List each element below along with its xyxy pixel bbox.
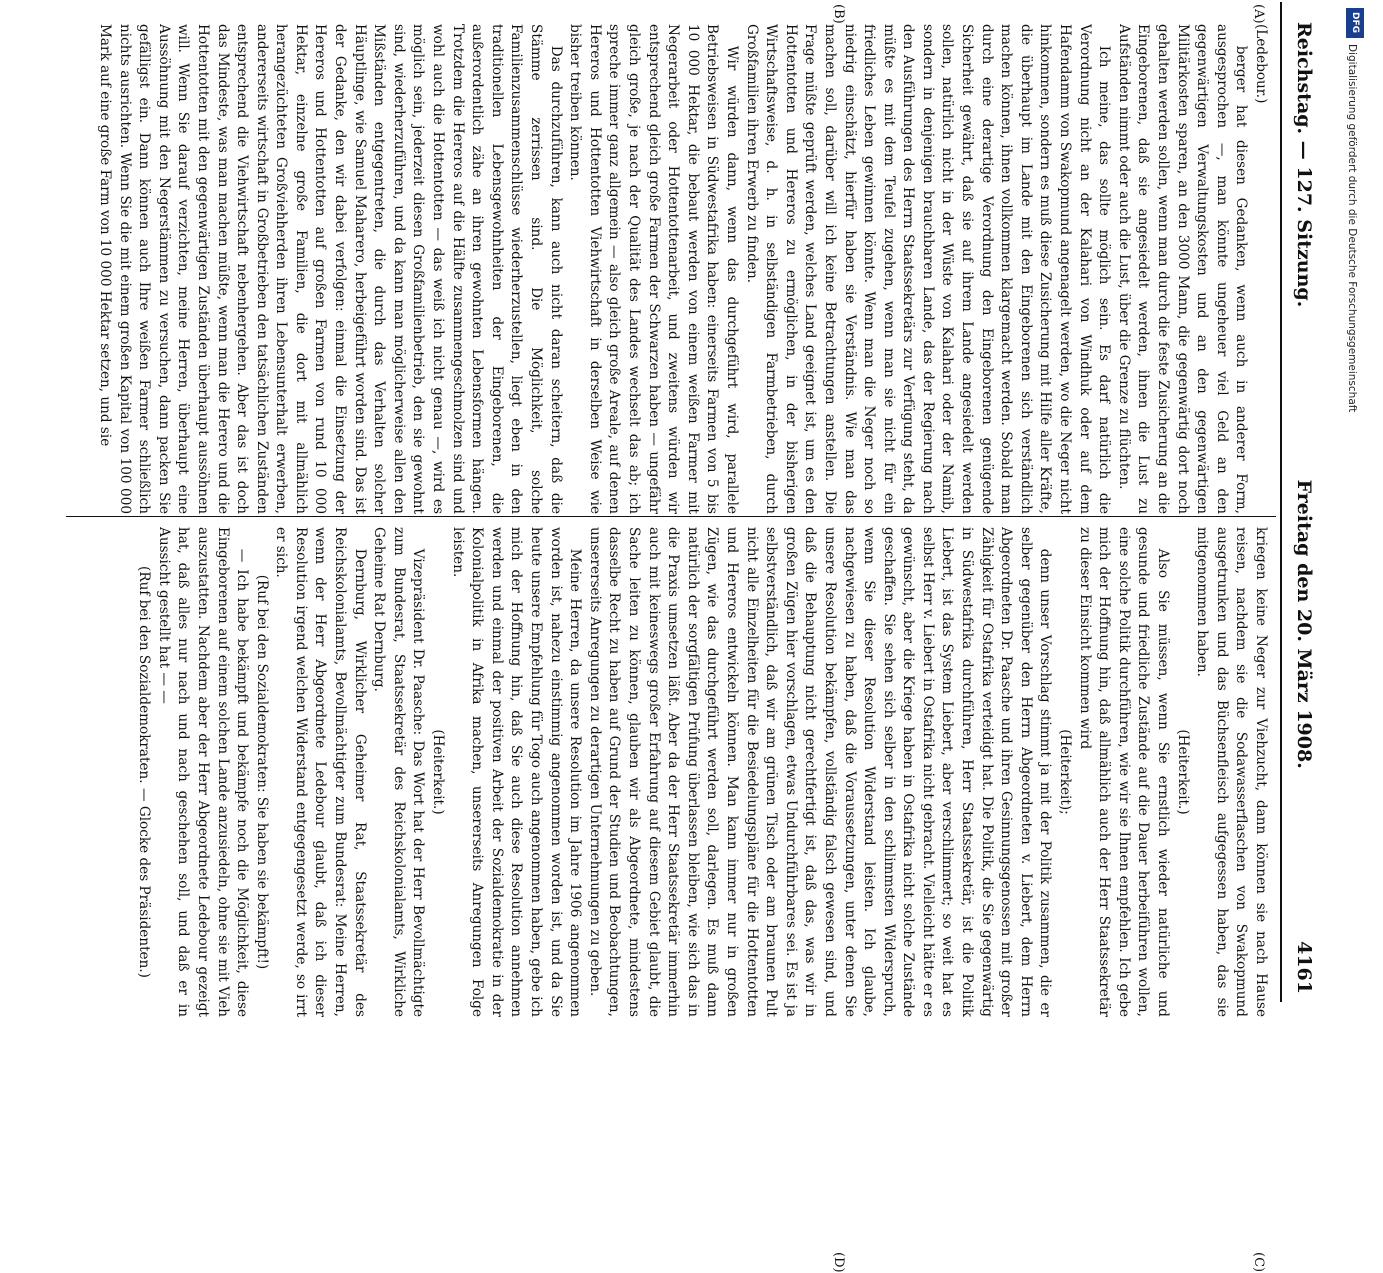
right-paragraph: (Ruf bei den Sozialdemokraten. — Glocke des Präsidenten.) [136, 566, 153, 978]
right-paragraph: (Ruf bei den Sozialdemokraten: Sie haben sie bekämpft!) [253, 574, 270, 970]
header-left: Reichstag. — 127. Sitzung. [1293, 22, 1315, 308]
left-column [70, 24, 1270, 514]
header-date: Freitag den 20. März 1908. [1293, 479, 1315, 769]
right-column [70, 527, 1270, 1017]
right-paragraph: (Heiterkeit.) [1174, 729, 1191, 815]
left-paragraph: Ich meine, das sollte möglich sein. Es darf natürlich die Verordnung nicht an der Kalahari von Windhuk oder auf dem Hafendamm von Swakopmund angenagelt werden, wo die Neger nicht hinkommen, sondern es muß diese Zusicherung mit Hilfe aller Kräfte, die überhaupt im Lande mit den Eingeborenen sich verständlich machen können, ihnen vollkommen klargemacht werden. Sobald man durch eine derartige Verordnung den Eingeborenen genügende Sicherheit gewährt, daß sie auf ihrem Lande angesiedelt werden sollen, natürlich nicht in der Wüste von Kalahari oder der Namib, sondern in denjenigen brauchbaren Lande, das der Regierung nach den Ausführungen des Herrn Staatssekretärs zur Verfügung steht, da müßte es mit dem Teufel zugehen, wenn man sie nicht für ein friedliches Leben gewinnen könnte. Wenn man die Neger noch so niedrig einschätzt, hierfür haben sie Verständnis. Wie man das machen soll, darüber will ich keine Betrachtungen anstellen. Die Frage müßte geprüft werden, welches Land geeignet ist, um es den Hottentotten und Hereros zu ermöglichen, in der bisherigen Wirtschaftsweise, d. h. in selbständigen Farmbetrieben, durch Großfamilien ihren Erwerb zu finden. [743, 24, 1113, 514]
left-paragraph: Das durchzuführen, kann auch nicht daran scheitern, daß die Stämme zerrissen sind. Die Möglichkeit, solche Familienzusammenschlüsse wiederherzustellen, liegt eben in den traditionellen Lebensgewohnheiten der Eingeborenen, die außerordentlich zähe an ihren gewohnten Lebensformen hängen. Trotzdem die Hereros auf die Hälfte zusammengeschmolzen sind und wohl auch die Hottentotten — das weiß ich nicht genau —, wird es möglich sein, jederzeit diesen Großfamilienbetrieb, den sie gewohnt sind, wiederherzuführen, und da kann man möglicherweise allen den Mißständen entgegentreten, die durch das Verhalten solcher Häuptlinge, wie Samuel Maharero, herbeigeführt worden sind. Das ist der Gedanke, den wir dabei verfolgen: einmal die Einsetzung der Hereros und Hottentotten auf großen Farmen von rund 10 000 Hektar, einzelne große Familien, die dort mit allmählich herangezüchteten Großviehherden ihren Lebensunterhalt erwerben, andererseits wirtschaft in Großbetrieben den tatsächlichen Zuständen entsprechend die Viehwirtschaft nebenhergehen. Aber das ist doch das Mindeste, was man machen müßte, wenn man die Herero und die Hottentotten mit den gegenwärtigen Zuständen überhaupt aussöhnen will. Wenn Sie darauf verzichten, meine Herren, überhaupt eine Aussöhnung mit den Negerstämmen zu versuchen, dann packen Sie gefälligst ein. Dann können auch Ihre weißen Farmer schließlich nichts ausrichten. Wenn Sie die mit einem großen Kapital von 100 000 Mark auf eine große Farm von 10 000 Hektar setzen, und sie [96, 24, 564, 514]
left-paragraph: berger hat diesen Gedanken, wenn auch in anderer Form, ausgesprochen —, man könnte ungeheuer viel Geld an den gegenwärtigen Verwaltungskosten und an den gegenwärtigen Militärkosten sparen, an den 3000 Mann, die gegenwärtig dort noch gehalten werden sollen, wenn man durch die feste Zusicherung an die Eingeborenen, daß sie angesiedelt werden, ihnen die Lust zu Aufständen nimmt oder auch die Lust, über die Grenze zu flüchten. [1115, 24, 1250, 514]
page-number: 4161 [1293, 941, 1315, 994]
page-header [1280, 2, 1326, 1002]
column-divider [66, 516, 1276, 517]
margin-mark-c: (C) [1251, 1252, 1266, 1273]
margin-mark-d: (D) [831, 1252, 846, 1273]
left-paragraph: (Ledebour.) [1253, 24, 1269, 104]
margin-mark-a: (A) [1251, 4, 1266, 24]
margin-mark-b: (B) [831, 4, 846, 24]
right-paragraph: — Ich habe bekämpft und bekämpfe noch die Möglichkeit, diese Eingeborenen auf einem solchen Lande anzusiedeln, ohne sie mit Vieh auszustatten. Nachdem aber der Herr Abgeordnete Ledebour gezeigt hat, daß alles nur nach und nach geschehen soll, und daß er in Aussicht gestellt hat — — [155, 527, 251, 1017]
right-paragraph: Meine Herren, da unsere Resolution im Jahre 1906 angenommen worden ist, nahezu einstimmig angenommen worden ist, und da Sie heute unsere Empfehlung für Togo auch angenommen haben, gebe ich mich der Hoffnung hin, daß Sie auch diese Resolution annehmen werden und einmal der positiven Arbeit der Sozialdemokratie in der Kolonialpolitik in Afrika machen, unsererseits Anregungen Folge leisten. [449, 527, 584, 1017]
right-paragraph: (Heiterkeit.) [430, 729, 447, 815]
dfg-logo: DFG [1346, 8, 1364, 38]
right-paragraph: (Heiterkeit); [1057, 729, 1074, 815]
left-paragraph: Wir würden dann, wenn das durchgeführt wird, parallele Betriebsweisen in Südwestafrika haben: einerseits Farmen von 5 bis 10 000 Hektar, die bebaut werden von einem weißen Farmer mit Negerarbeit oder Hottentottenarbeit, und zweitens würden wir entsprechend gleich große Farmen der Schwarzen haben — ungefähr gleich große, je nach der Qualität des Landes wechselt das ab; ich spreche immer ganz allgemein — also gleich große Areale, auf denen Hereros und Hottentotten Viehwirtschaft in derselben Weise wie bisher treiben können. [567, 24, 740, 514]
right-paragraph: denn unser Vorschlag stimmt ja mit der Politik zusammen, die er selber gegenüber den Herrn Abgeordneten v. Liebert, dem Herrn Abgeordneten Dr. Paasche und ihren Gesinnungsgenossen mit großer Zähigkeit für Ostafrika verteidigt hat. Die Politik, die Sie gegenwärtig in Südwestafrika durchführen, Herr Staatssekretär, ist die Politik Liebert, ist das System Liebert, aber verschlimmert; so weit hat es selbst Herr v. Liebert in Ostafrika nicht gebracht. Vielleicht hätte er es gewünscht, aber die Kriege haben in Ostafrika nicht solche Zustände geschaffen. Sie sehen sich selber in den schlimmsten Widerspruch, wenn Sie dieser Resolution Widerstand leisten. Ich glaube, nachgewiesen zu haben, daß die Voraussetzungen, unter denen Sie unsere Resolution bekämpfen, vollständig falsch gewesen sind, und daß die Behauptung nicht gerechtfertigt ist, daß das, was wir in großen Zügen hier vorschlagen, etwas Undurchführbares sei. Es ist ja selbstverständlich, daß wir am grünen Tisch oder am braunen Pult nicht alle Einzelheiten für die Besiedelungspläne für die Hottentotten und Hereros entwickeln können. Man kann immer nur in großen Zügen, wie das durchgeführt werden soll, darlegen. Es muß dann natürlich der sorgfältigen Prüfung überlassen bleiben, wie sich das in die Praxis umsetzen läßt. Aber da der Herr Staatssekretär immerhin auch mit keineswegs großer Erfahrung auf diesem Gebiet glaubt, die Sache leiten zu können, glauben wir als Abgeordnete, mindestens dasselbe Recht zu haben auf Grund der Studien und Beobachtungen, unsererseits Anregungen zu derartigen Unternehmungen zu geben. [586, 527, 1054, 1017]
credit-text: Digitalisierung gefördert durch die Deutsche Forschungsgemeinschaft [1346, 44, 1358, 413]
right-paragraph: Dernburg, Wirklicher Geheimer Rat, Staatssekretär des Reichskolonialamts, Bevollmächtigter zum Bundesrat: Meine Herren, wenn der Herr Abgeordnete Ledebour glaubt, daß ich dieser Resolution irgend welchen Widerstand entgegengesetzt werde, so irrt er sich. [273, 527, 368, 1017]
right-paragraph: Also Sie müssen, wenn Sie ernstlich wieder natürliche und gesunde und friedliche Zustände auf die Dauer herbeiführen wollen, eine solche Politik durchführen, wie wir sie Ihnen empfehlen. Ich gebe mich der Hoffnung hin, daß allmählich auch der Herr Staatssekretär zu dieser Einsicht kommen wird [1076, 527, 1172, 1017]
right-paragraph: kriegen keine Neger zur Viehzucht, dann können sie nach Hause reisen, nachdem sie die Sodawasserflaschen von Swakopmund ausgetrunken und das Büchsenfleisch aufgegessen haben, das sie mitgenommen haben. [1194, 527, 1269, 1017]
document-page [56, 2, 1326, 1273]
right-paragraph: Vizepräsident Dr. Paasche: Das Wort hat der Herr Bevollmächtigte zum Bundesrat, Staatssekretär des Reichskolonialamts, Wirkliche Geheime Rat Dernburg. [371, 527, 427, 1017]
digitization-credit [1340, 8, 1370, 998]
